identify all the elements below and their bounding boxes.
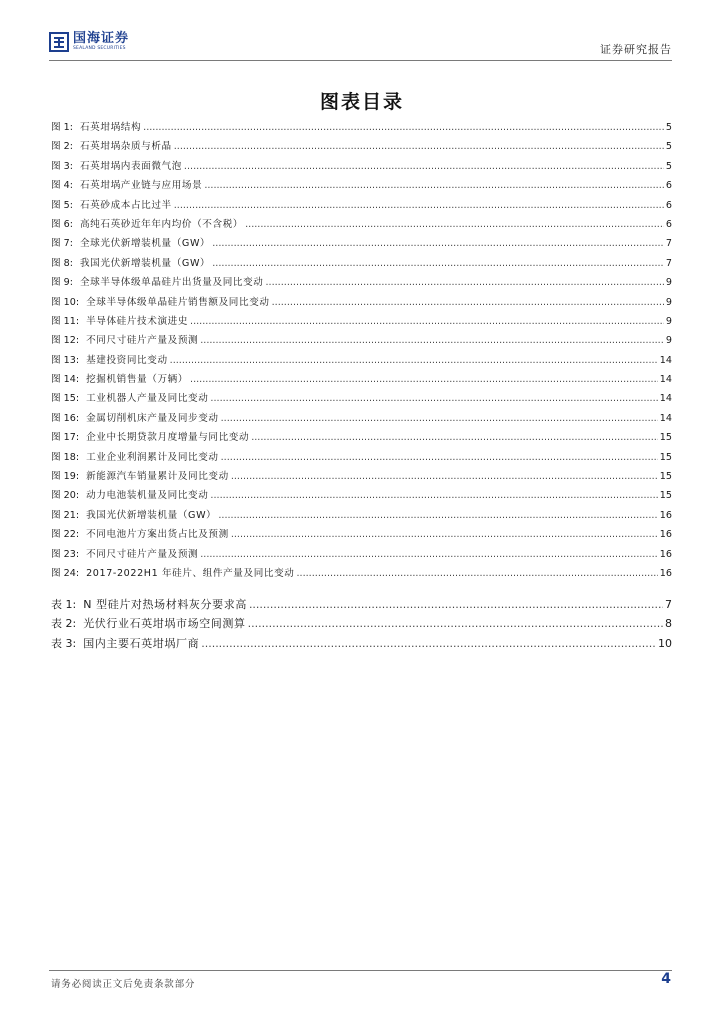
figure-entry-title: 我国光伏新增装机量（GW） (86, 509, 217, 521)
figure-entry-page: 16 (659, 529, 672, 541)
figure-entry-title: 不同尺寸硅片产量及预测 (86, 548, 199, 560)
figure-entry-title: 不同尺寸硅片产量及预测 (86, 335, 199, 347)
figure-entry-page: 5 (665, 160, 672, 172)
figure-entry-label: 图 20: (51, 490, 80, 502)
figure-entry-label: 图 15: (51, 393, 80, 405)
figure-entry-label: 图 6: (51, 218, 73, 230)
figure-entry[interactable] (51, 138, 672, 157)
figure-list (51, 119, 672, 584)
figure-entry-page: 9 (665, 277, 672, 289)
table-entry-title: N 型硅片对热场材料灰分要求高 (83, 598, 247, 611)
figure-entry-page: 6 (665, 199, 672, 211)
figure-entry-page: 15 (659, 432, 672, 444)
figure-entry-title: 高纯石英砂近年年内均价（不含税） (79, 218, 244, 230)
figure-entry-leader-dots (190, 374, 658, 385)
figure-entry-leader-dots (221, 452, 658, 463)
page-number: 4 (661, 971, 671, 987)
figure-entry-leader-dots (245, 219, 664, 230)
figure-entry[interactable] (51, 410, 672, 429)
figure-entry-page: 5 (665, 141, 672, 153)
figure-entry[interactable] (51, 429, 672, 448)
figure-entry-label: 图 2: (51, 141, 73, 153)
figure-entry-label: 图 21: (51, 509, 80, 521)
figure-entry[interactable] (51, 158, 672, 177)
figure-entry[interactable] (51, 526, 672, 545)
figure-entry-title: 石英坩埚产业链与应用场景 (79, 180, 203, 192)
figure-entry[interactable] (51, 507, 672, 526)
table-entry-page: 7 (665, 598, 672, 611)
figure-entry-title: 工业企业利润累计及同比变动 (86, 451, 219, 463)
figure-entry-page: 14 (659, 374, 672, 386)
figure-entry[interactable] (51, 487, 672, 506)
figure-entry[interactable] (51, 274, 672, 293)
table-entry[interactable] (51, 615, 672, 634)
figure-entry-leader-dots (265, 277, 663, 288)
figure-entry-title: 半导体硅片技术演进史 (86, 315, 189, 327)
figure-entry-page: 14 (659, 354, 672, 366)
figure-entry[interactable] (51, 468, 672, 487)
figure-entry-leader-dots (251, 432, 658, 443)
figure-entry-title: 工业机器人产量及同比变动 (86, 393, 209, 405)
figure-entry-label: 图 8: (51, 257, 73, 269)
figure-entry-title: 基建投资同比变动 (86, 354, 168, 366)
figure-entry-title: 石英坩埚杂质与析晶 (79, 141, 172, 153)
table-entry[interactable] (51, 596, 672, 615)
figure-entry[interactable] (51, 449, 672, 468)
table-entry-page: 10 (658, 636, 672, 650)
figure-entry-title: 不同电池片方案出货占比及预测 (86, 529, 229, 541)
figure-entry-label: 图 22: (51, 529, 80, 541)
figure-entry-leader-dots (190, 316, 664, 327)
figure-entry-label: 图 24: (51, 567, 80, 579)
table-entry-leader-dots (249, 598, 663, 611)
table-entry-leader-dots (248, 617, 663, 630)
sealand-logo-icon (49, 32, 69, 52)
figure-entry[interactable] (51, 255, 672, 274)
figure-entry[interactable] (51, 390, 672, 409)
table-list (51, 596, 672, 654)
figure-entry[interactable] (51, 119, 672, 138)
figure-entry-page: 16 (659, 548, 672, 560)
figure-entry-label: 图 11: (51, 315, 80, 327)
figure-entry[interactable] (51, 235, 672, 254)
figure-entry-leader-dots (210, 490, 657, 501)
figure-entry-title: 石英坩埚结构 (79, 122, 142, 133)
table-entry[interactable] (51, 635, 672, 654)
figure-entry-page: 16 (659, 509, 672, 521)
figure-entry-page: 9 (665, 315, 672, 327)
figure-entry-page: 5 (665, 122, 672, 133)
figure-entry-title: 2017-2022H1 年硅片、组件产量及同比变动 (86, 567, 295, 579)
figure-entry-leader-dots (231, 471, 658, 482)
figure-entry[interactable] (51, 216, 672, 235)
figure-entry-label: 图 14: (51, 374, 80, 386)
figure-entry-leader-dots (210, 393, 657, 404)
page-header (49, 32, 672, 61)
figure-entry-leader-dots (204, 180, 664, 191)
table-entry-page: 8 (665, 617, 672, 631)
figure-entry-page: 15 (659, 451, 672, 463)
document-type-label: 证券研究报告 (600, 43, 672, 56)
figure-entry-label: 图 16: (51, 412, 80, 424)
figure-entry[interactable] (51, 371, 672, 390)
figure-entry-page: 14 (659, 412, 672, 424)
figure-entry[interactable] (51, 294, 672, 313)
figure-entry-leader-dots (212, 238, 664, 249)
table-entry-label: 表 3: (51, 636, 77, 650)
figure-entry-label: 图 13: (51, 354, 80, 366)
figure-entry-leader-dots (200, 549, 658, 560)
figure-entry-page: 14 (659, 393, 672, 405)
figure-entry-title: 企业中长期贷款月度增量与同比变动 (86, 432, 250, 444)
figure-entry-page: 7 (665, 238, 672, 250)
figure-entry-page: 9 (665, 335, 672, 347)
figure-entry-leader-dots (184, 161, 664, 172)
figure-entry-label: 图 1: (51, 122, 73, 133)
figure-entry-label: 图 18: (51, 451, 80, 463)
figure-entry-page: 6 (665, 218, 672, 230)
figure-entry-label: 图 9: (51, 277, 73, 289)
logo-english-name: SEALAND SECURITIES (73, 46, 126, 51)
table-entry-label: 表 1: (51, 598, 77, 611)
figure-entry[interactable] (51, 332, 672, 351)
figure-entry[interactable] (51, 546, 672, 565)
figure-entry-title: 金属切削机床产量及同步变动 (86, 412, 219, 424)
figure-entry-leader-dots (272, 297, 664, 308)
figure-entry-title: 全球半导体级单晶硅片销售额及同比变动 (86, 296, 270, 308)
table-entry-title: 国内主要石英坩埚厂商 (83, 636, 200, 650)
table-entry-title: 光伏行业石英坩埚市场空间测算 (83, 617, 246, 631)
figure-entry-page: 7 (665, 257, 672, 269)
figure-entry-title: 全球光伏新增装机量（GW） (79, 238, 211, 250)
company-logo (49, 32, 129, 52)
figure-entry-leader-dots (170, 355, 658, 366)
figure-entry-leader-dots (231, 529, 658, 540)
figure-entry-page: 9 (665, 296, 672, 308)
figure-entry[interactable] (51, 177, 672, 196)
figure-entry-leader-dots (174, 200, 664, 211)
figure-entry[interactable] (51, 352, 672, 371)
figure-entry-page: 15 (659, 471, 672, 483)
figure-entry[interactable] (51, 197, 672, 216)
figure-entry-leader-dots (218, 510, 657, 521)
table-entry-leader-dots (201, 637, 656, 650)
figure-entry-title: 我国光伏新增装机量（GW） (79, 257, 211, 269)
figure-entry-title: 全球半导体级单晶硅片出货量及同比变动 (79, 277, 264, 289)
figure-entry-label: 图 7: (51, 238, 73, 250)
figure-entry-leader-dots (174, 141, 664, 152)
figure-entry-leader-dots (143, 122, 664, 133)
table-entry-label: 表 2: (51, 617, 77, 631)
figure-entry-page: 16 (659, 567, 672, 579)
figure-entry[interactable] (51, 565, 672, 584)
figure-entry[interactable] (51, 313, 672, 332)
figure-entry-leader-dots (221, 413, 658, 424)
figure-entry-page: 6 (665, 180, 672, 192)
logo-chinese-name: 国海证券 (73, 31, 130, 46)
figure-entry-title: 动力电池装机量及同比变动 (86, 490, 209, 502)
figure-entry-label: 图 19: (51, 471, 80, 483)
figure-entry-label: 图 23: (51, 548, 80, 560)
figure-entry-label: 图 3: (51, 160, 73, 172)
figure-entry-title: 石英砂成本占比过半 (79, 199, 172, 211)
footer-divider (49, 970, 672, 971)
figure-entry-leader-dots (212, 258, 664, 269)
figure-entry-label: 图 17: (51, 432, 80, 444)
figure-entry-label: 图 10: (51, 296, 80, 308)
figure-entry-title: 新能源汽车销量累计及同比变动 (86, 471, 229, 483)
figure-entry-label: 图 4: (51, 180, 73, 192)
disclaimer-note: 请务必阅读正文后免责条款部分 (51, 979, 196, 990)
figure-entry-label: 图 5: (51, 199, 73, 211)
figure-entry-leader-dots (200, 335, 664, 346)
figure-entry-title: 挖掘机销售量（万辆） (86, 374, 189, 386)
page-title: 图表目录 (319, 91, 404, 113)
figure-entry-page: 15 (659, 490, 672, 502)
figure-entry-label: 图 12: (51, 335, 80, 347)
figure-entry-leader-dots (296, 568, 657, 579)
figure-entry-title: 石英坩埚内表面微气泡 (79, 160, 182, 172)
